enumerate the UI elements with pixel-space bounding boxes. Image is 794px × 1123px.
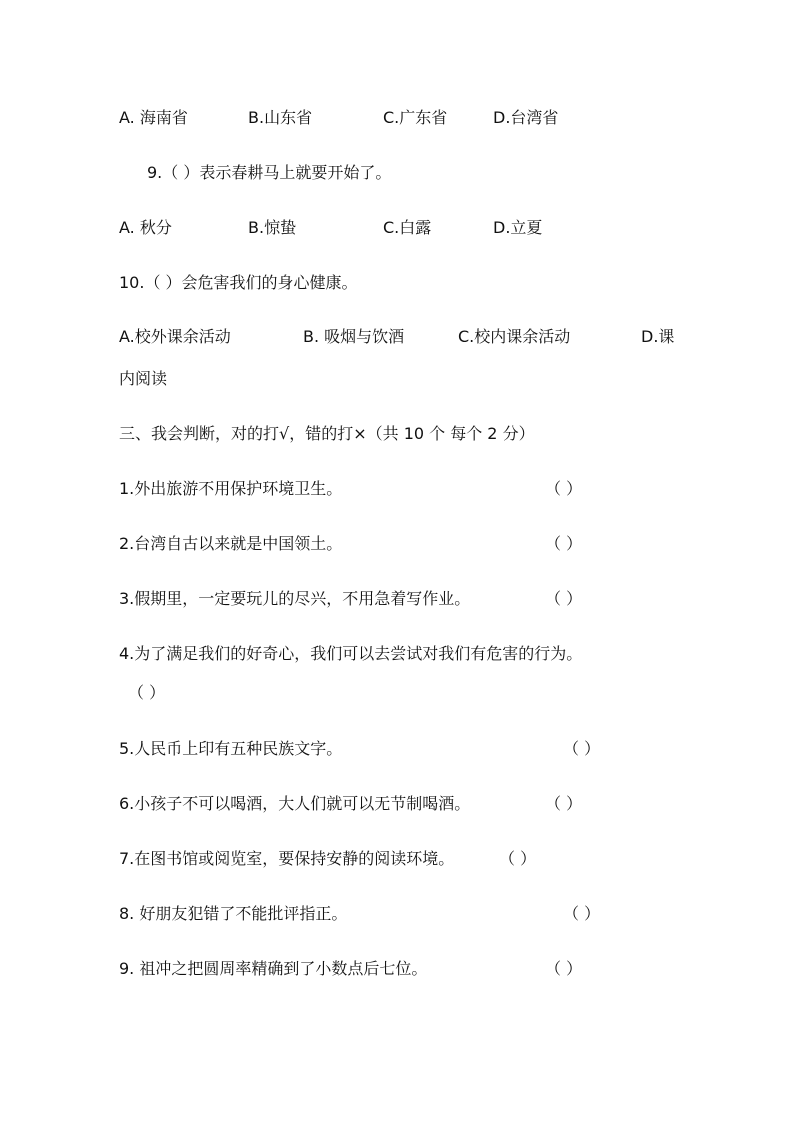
answer-blank-6[interactable]: （ ） bbox=[545, 794, 583, 813]
answer-blank-1[interactable]: （ ） bbox=[545, 479, 583, 498]
judgment-item-9: 9. 祖冲之把圆周率精确到了小数点后七位。 bbox=[119, 959, 428, 978]
q10-option-continuation: 内阅读 bbox=[119, 369, 168, 388]
q8-option-c: C.广东省 bbox=[383, 108, 448, 127]
q10-question: 10.（ ）会危害我们的身心健康。 bbox=[119, 273, 358, 292]
answer-blank-9[interactable]: （ ） bbox=[545, 959, 583, 978]
q10-option-c: C.校内课余活动 bbox=[458, 327, 571, 346]
judgment-item-8: 8. 好朋友犯错了不能批评指正。 bbox=[119, 904, 348, 923]
answer-blank-5[interactable]: （ ） bbox=[563, 739, 601, 758]
judgment-item-4: 4.为了满足我们的好奇心，我们可以去尝试对我们有危害的行为。 bbox=[119, 644, 583, 663]
q9-option-c: C.白露 bbox=[383, 218, 432, 237]
answer-blank-4[interactable]: （ ） bbox=[128, 683, 166, 702]
q10-option-a: A.校外课余活动 bbox=[119, 327, 231, 346]
q9-question: 9.（ ）表示春耕马上就要开始了。 bbox=[147, 163, 392, 182]
q9-option-d: D.立夏 bbox=[493, 218, 543, 237]
section-heading: 三、我会判断，对的打√，错的打×（共 10 个 每个 2 分） bbox=[119, 424, 535, 443]
q8-option-d: D.台湾省 bbox=[493, 108, 559, 127]
q9-option-b: B.惊蛰 bbox=[248, 218, 297, 237]
q10-option-b: B. 吸烟与饮酒 bbox=[303, 327, 405, 346]
judgment-item-3: 3.假期里，一定要玩儿的尽兴，不用急着写作业。 bbox=[119, 589, 471, 608]
q9-option-a: A. 秋分 bbox=[119, 218, 172, 237]
answer-blank-8[interactable]: （ ） bbox=[563, 904, 601, 923]
answer-blank-2[interactable]: （ ） bbox=[545, 534, 583, 553]
judgment-item-7: 7.在图书馆或阅览室，要保持安静的阅读环境。 bbox=[119, 849, 455, 868]
judgment-item-2: 2.台湾自古以来就是中国领土。 bbox=[119, 534, 343, 553]
answer-blank-7[interactable]: （ ） bbox=[499, 849, 537, 868]
judgment-item-5: 5.人民币上印有五种民族文字。 bbox=[119, 739, 343, 758]
q8-option-a: A. 海南省 bbox=[119, 108, 188, 127]
judgment-item-1: 1.外出旅游不用保护环境卫生。 bbox=[119, 479, 343, 498]
judgment-item-6: 6.小孩子不可以喝酒，大人们就可以无节制喝酒。 bbox=[119, 794, 471, 813]
q10-option-d: D.课 bbox=[641, 327, 675, 346]
answer-blank-3[interactable]: （ ） bbox=[545, 589, 583, 608]
q8-option-b: B.山东省 bbox=[248, 108, 313, 127]
